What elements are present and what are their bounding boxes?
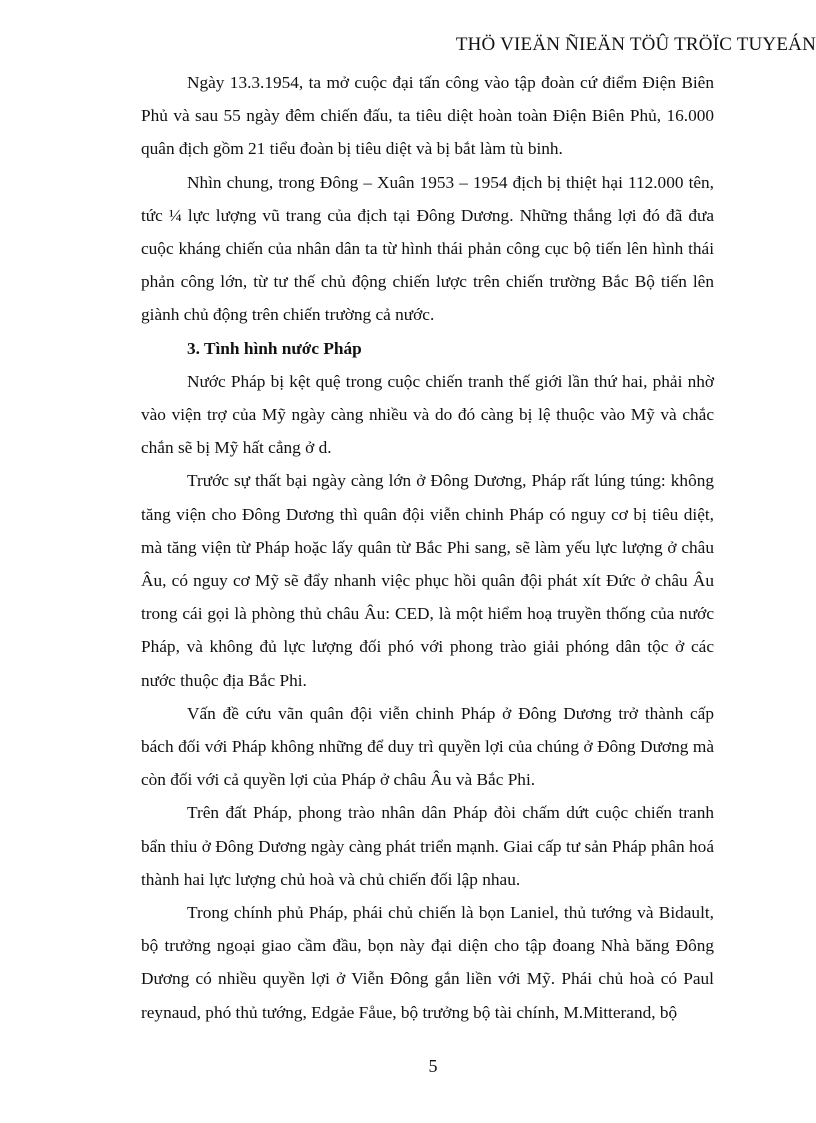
paragraph-dong-xuan-summary: Nhìn chung, trong Đông – Xuân 1953 – 1954 địch bị thiệt hại 112.000 tên, tức ¼ lực lượng vũ trang của địch tại Đông Dương. Những thắng lợi đó đã đưa cuộc kháng chiến của nhân dân ta từ hình thái phản công cục bộ tiến lên hình thái phản công lớn, từ tư thế chủ động chiến lược trên chiến trường Bắc Bộ tiến lên giành chủ động trên chiến trường cả nước.: [141, 172, 714, 325]
paragraph-phap-ket-que: Nước Pháp bị kệt quệ trong cuộc chiến tranh thế giới lần thứ hai, phải nhờ vào viện trợ của Mỹ ngày càng nhiều và do đó càng bị lệ thuộc vào Mỹ và chắc chắn sẽ bị Mỹ hất cẳng ở d.: [141, 371, 714, 458]
paragraph-dien-bien-phu: Ngày 13.3.1954, ta mở cuộc đại tấn công vào tập đoàn cứ điểm Điện Biên Phủ và sau 55 ngày đêm chiến đấu, ta tiêu diệt hoàn toàn Điện Biên Phủ, 16.000 quân địch gồm 21 tiểu đoàn bị tiêu diệt và bị bắt làm tù binh.: [141, 73, 714, 159]
paragraph-chinh-phu: Trong chính phủ Pháp, phái chủ chiến là bọn Laniel, thủ tướng và Bidault, bộ trưởng ngoại giao cầm đầu, bọn này đại diện cho tập đoang Nhà băng Đông Dương có nhiều quyền lợi ở Viễn Đông gắn liền với Mỹ. Phái chủ hoà có Paul reynaud, phó thủ tướng, Edgảe Fåue, bộ trưởng bộ tài chính, M.Mitterand, bộ: [141, 903, 714, 1022]
page-number: 5: [428, 1056, 438, 1076]
section-heading: 3. Tình hình nước Pháp: [187, 338, 362, 358]
page-header: THÖ VIEÄN ÑIEÄN TÖÛ TRÖÏC TUYEÁN: [455, 34, 816, 55]
paragraph-phap-lung-tung: Trước sự thất bại ngày càng lớn ở Đông Dương, Pháp rất lúng túng: không tăng viện cho Đông Dương thì quân đội viễn chinh Pháp có nguy cơ bị tiêu diệt, mà tăng viện từ Pháp hoặc lấy quân từ Bắc Phi sang, sẽ làm yếu lực lượng ở châu Âu, có nguy cơ Mỹ sẽ đẩy nhanh việc phục hồi quân đội phát xít Đức ở châu Âu trong cái gọi là phòng thủ châu Âu: CED, là một hiểm hoạ truyền thống của nước Pháp, và không đủ lực lượng đối phó với phong trào giải phóng dân tộc ở các nước thuộc địa Bắc Phi.: [141, 471, 714, 690]
paragraph-phong-trao: Trên đất Pháp, phong trào nhân dân Pháp đòi chấm dứt cuộc chiến tranh bẩn thỉu ở Đông Dương ngày càng phát triển mạnh. Giai cấp tư sản Pháp phân hoá thành hai lực lượng chủ hoà và chủ chiến đối lập nhau.: [141, 803, 714, 889]
paragraph-cuu-van: Vấn đề cứu vãn quân đội viễn chinh Pháp ở Đông Dương trở thành cấp bách đối với Pháp không những để duy trì quyền lợi của chúng ở Đông Dương mà còn đối với cả quyền lợi của Pháp ở châu Âu và Bắc Phi.: [141, 703, 714, 790]
document-body: [141, 66, 714, 1029]
